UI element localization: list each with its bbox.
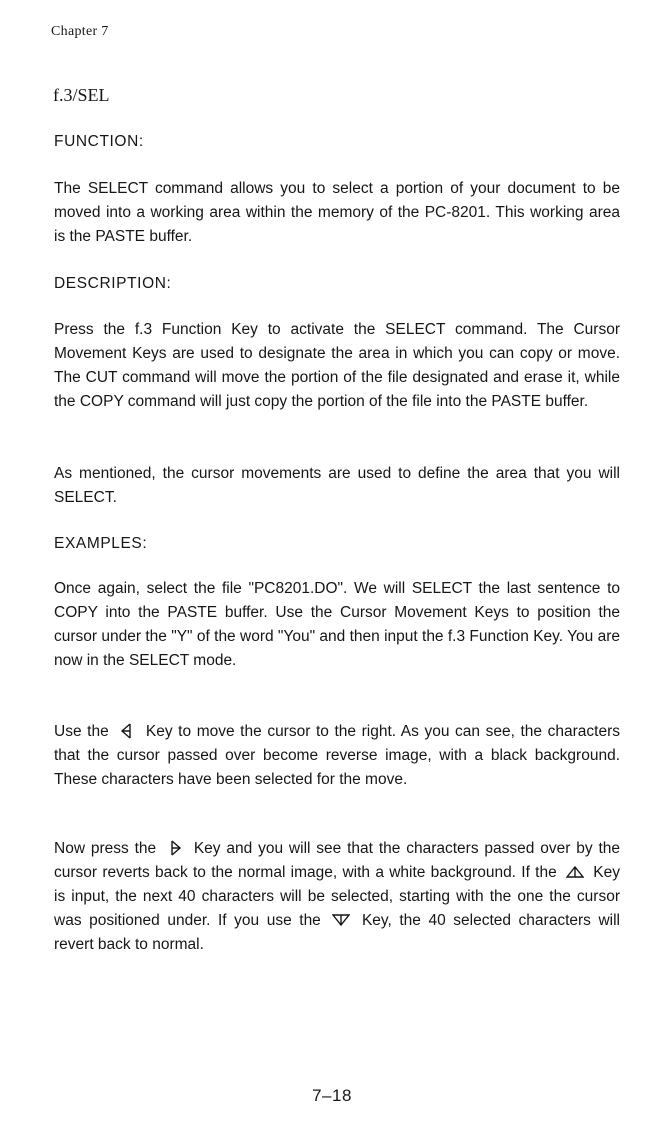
page-number: 7–18: [312, 1086, 352, 1105]
examples-p3-text-1: Now press the: [54, 840, 157, 857]
examples-p3-text-4: Key, the 40 selected characters will revert back to normal.: [54, 912, 620, 953]
examples-p3-text-2: Key and you will see that the characters passed over by the cursor reverts back to the normal image, with a white background. If the: [54, 840, 620, 881]
examples-paragraph-3: [54, 837, 620, 957]
function-paragraph: The SELECT command allows you to select a portion of your document to be moved into a working area within the memory of the PC-8201. This working area is the PASTE buffer.: [54, 180, 620, 245]
description-paragraph-1: Press the f.3 Function Key to activate the SELECT command. The Cursor Movement Keys are used to designate the area in which you can copy or move. The CUT command will move the portion of the file designated and erase it, while the COPY command will just copy the portion of the file into the PASTE buffer.: [54, 321, 620, 410]
examples-p3-text-3: Key is input, the next 40 characters will be selected, starting with the one the cursor was positioned under. If you use the: [54, 864, 620, 929]
chapter-label: Chapter 7: [51, 24, 109, 39]
examples-paragraph-2: [54, 720, 620, 792]
up-arrow-key-icon: [566, 864, 584, 880]
function-heading: FUNCTION:: [54, 133, 144, 150]
examples-p2-text-after: Key to move the cursor to the right. As you can see, the characters that the cursor passed over become reverse image, with a black background. These characters have been selected for the move.: [54, 723, 620, 788]
section-title: f.3/SEL: [53, 85, 110, 105]
examples-p2-text-before: Use the: [54, 723, 109, 740]
down-arrow-key-icon: [332, 912, 350, 928]
description-heading: DESCRIPTION:: [54, 275, 172, 292]
left-arrow-key-icon: [166, 840, 184, 856]
examples-heading: EXAMPLES:: [54, 535, 148, 552]
description-paragraph-2: As mentioned, the cursor movements are used to define the area that you will SELECT.: [54, 465, 620, 506]
right-arrow-key-icon: [118, 723, 136, 739]
examples-paragraph-1: Once again, select the file "PC8201.DO". We will SELECT the last sentence to COPY into the PASTE buffer. Use the Cursor Movement Keys to position the cursor under the "Y" of the word "You" and then input the f.3 Function Key. You are now in the SELECT mode.: [54, 580, 620, 669]
